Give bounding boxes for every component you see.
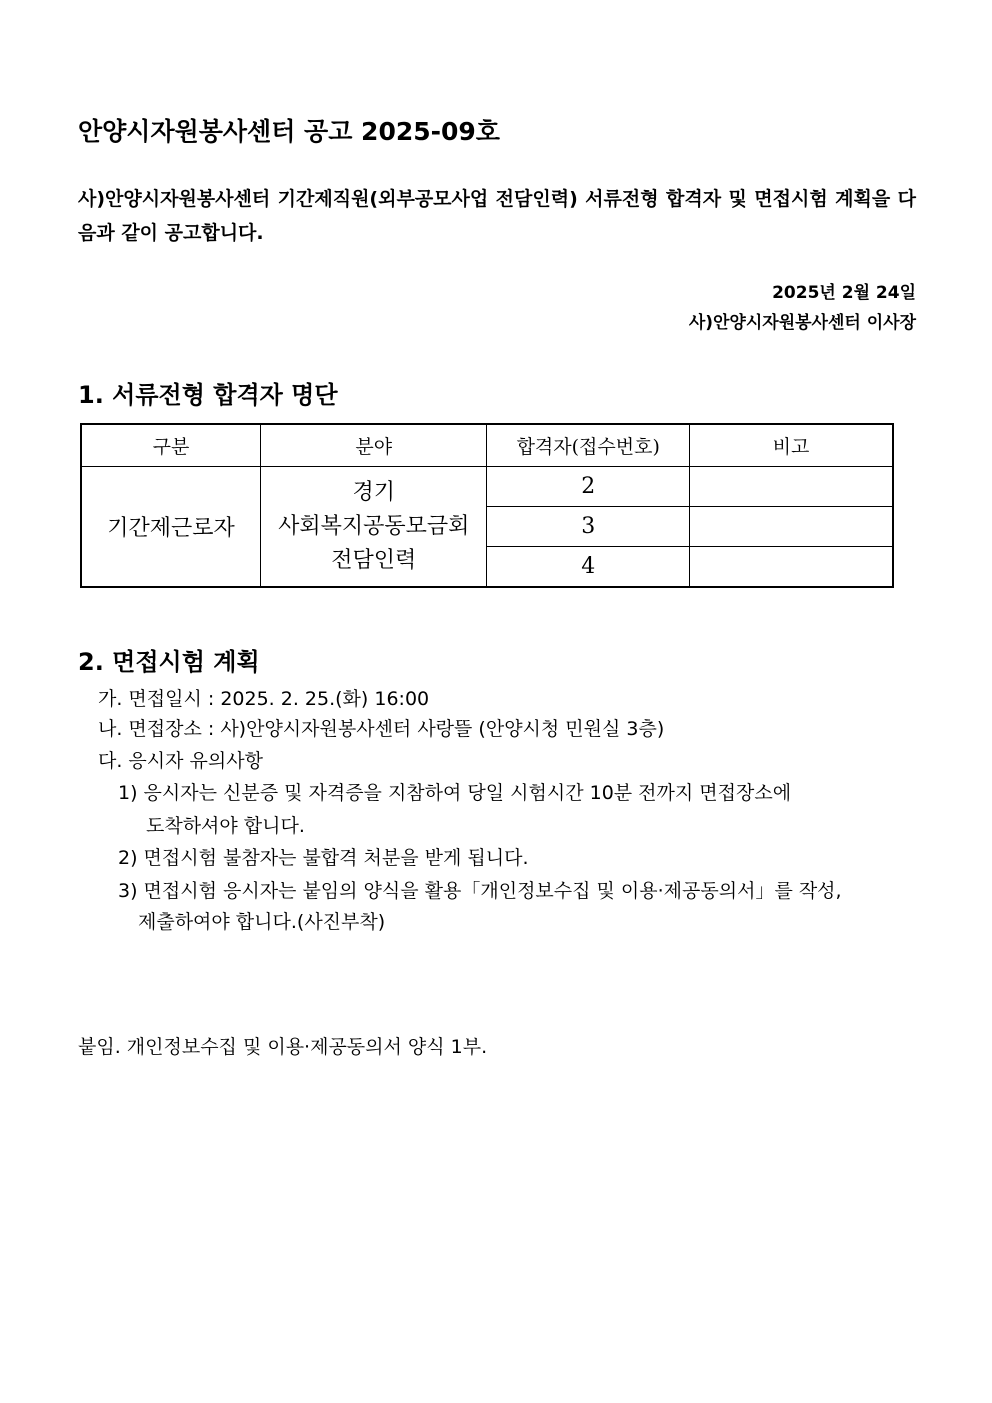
interview-location: 나. 면접장소 : 사)안양시자원봉사센터 사랑뜰 (안양시청 민원실 3층): [98, 718, 665, 740]
table-header-row: [81, 424, 893, 467]
attachment-note: 붙임. 개인정보수집 및 이용·제공동의서 양식 1부.: [78, 1036, 488, 1058]
note-item-continued: 도착하셔야 합니다.: [146, 815, 305, 837]
note-item: 1) 응시자는 신분증 및 자격증을 지참하여 당일 시험시간 10분 전까지 면접장소에: [118, 782, 792, 804]
interview-datetime: 가. 면접일시 : 2025. 2. 25.(화) 16:00: [98, 688, 430, 710]
field-line: 전담인력: [331, 547, 417, 573]
category-cell: 기간제근로자: [81, 467, 261, 588]
section2-heading: 2. 면접시험 계획: [78, 648, 260, 676]
applicant-number: 2: [487, 467, 690, 507]
applicant-notes-heading: 다. 응시자 유의사항: [98, 750, 263, 772]
col-header-category: 구분: [81, 424, 261, 467]
notice-title: 안양시자원봉사센터 공고 2025-09호: [78, 117, 500, 146]
col-header-remarks: 비고: [689, 424, 893, 467]
applicant-number: 3: [487, 507, 690, 547]
col-header-field: 분야: [261, 424, 487, 467]
field-line: 경기: [352, 479, 396, 505]
remarks-cell: [689, 467, 893, 507]
table-row: [81, 467, 893, 507]
intro-paragraph: 사)안양시자원봉사센터 기간제직원(외부공모사업 전담인력) 서류전형 합격자 및 면접시험 계획을 다음과 같이 공고합니다.: [78, 188, 916, 244]
note-item: 3) 면접시험 응시자는 붙임의 양식을 활용「개인정보수집 및 이용·제공동의서」를 작성,: [118, 880, 842, 902]
applicant-number: 4: [487, 547, 690, 588]
section1-heading: 1. 서류전형 합격자 명단: [78, 381, 338, 409]
remarks-cell: [689, 507, 893, 547]
note-item-continued: 제출하여야 합니다.(사진부착): [138, 911, 386, 933]
remarks-cell: [689, 547, 893, 588]
signer: 사)안양시자원봉사센터 이사장: [688, 313, 916, 333]
field-cell: [261, 467, 487, 588]
field-line: 사회복지공동모금회: [278, 513, 470, 539]
notice-date: 2025년 2월 24일: [772, 283, 916, 303]
applicants-table: [80, 423, 894, 588]
note-item: 2) 면접시험 불참자는 불합격 처분을 받게 됩니다.: [118, 847, 529, 869]
col-header-applicant: 합격자(접수번호): [487, 424, 690, 467]
